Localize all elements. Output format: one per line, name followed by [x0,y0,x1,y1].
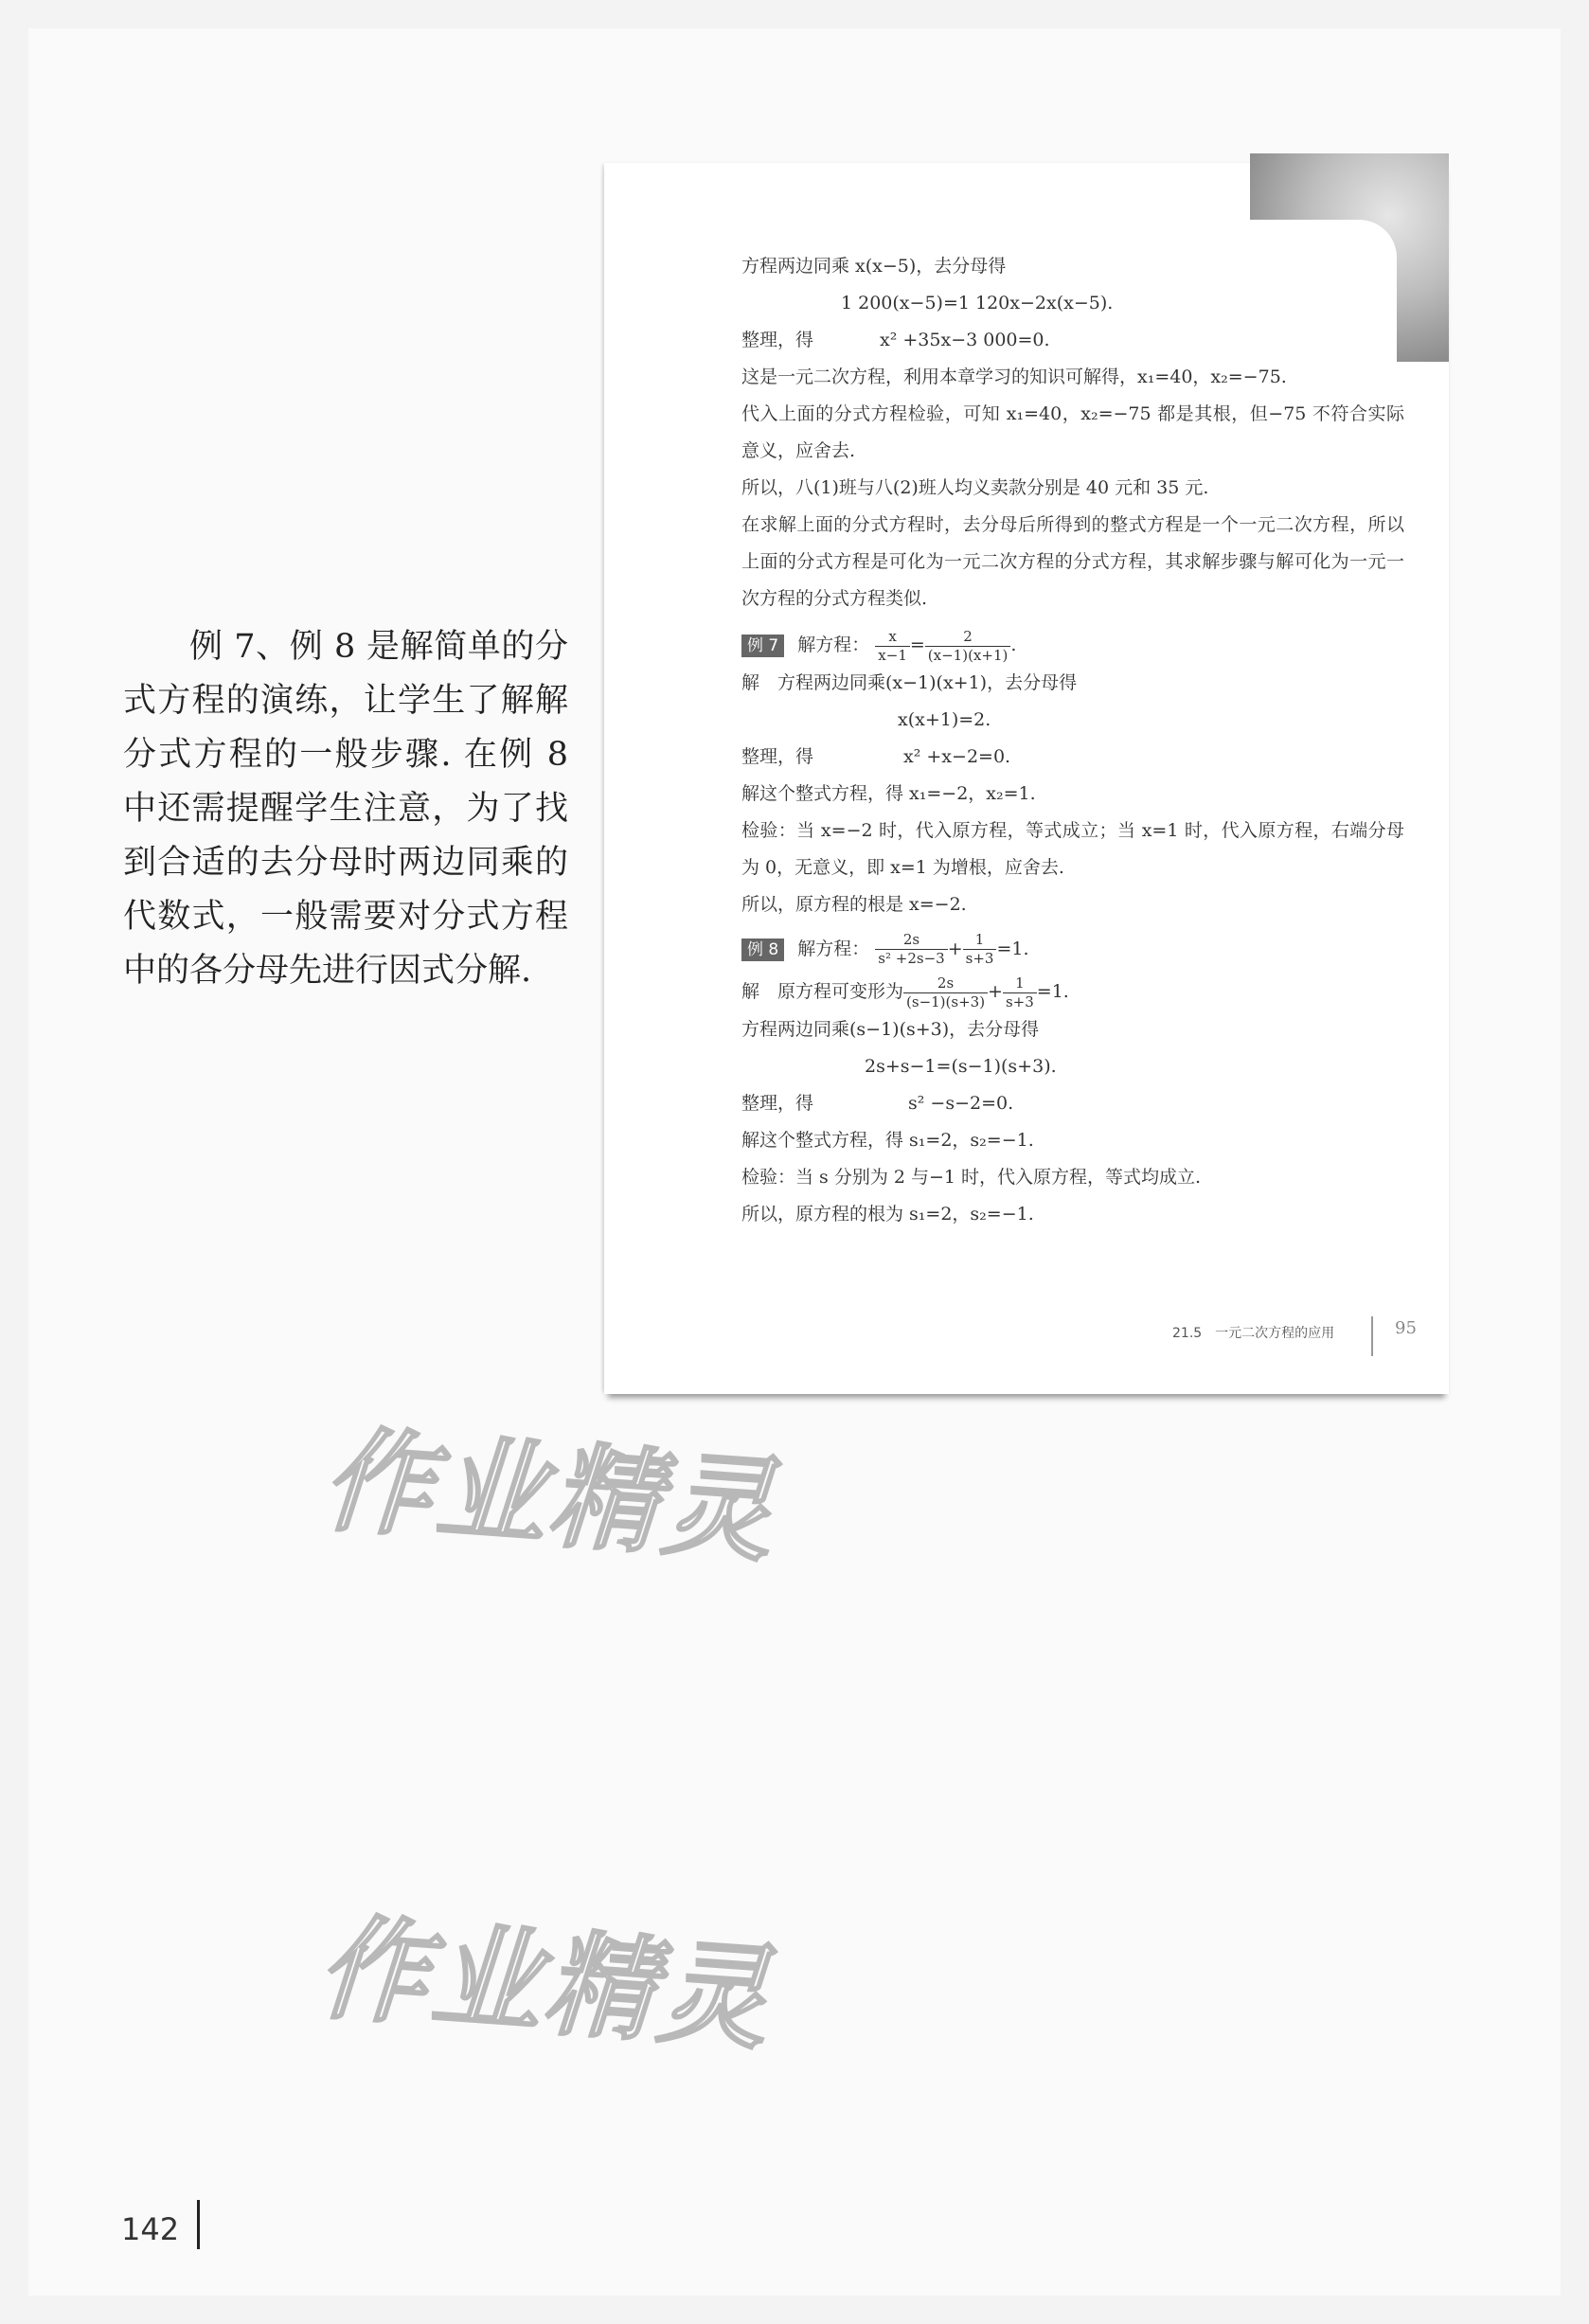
text-line: 方程两边同乘 x(x−5)，去分母得 [741,256,1007,277]
text-line: 所以，八(1)班与八(2)班人均义卖款分别是 40 元和 35 元. [741,477,1209,498]
text-line: 这是一元二次方程，利用本章学习的知识可解得，x₁=40，x₂=−75. [741,366,1287,387]
solution-line: 解 方程两边同乘(x−1)(x+1)，去分母得 [741,671,1078,693]
equation: x(x+1)=2. [898,708,991,730]
solution-line: 检验：当 x=−2 时，代入原方程，等式成立；当 x=1 时，代入原方程，右端分母为 0，无意义，即 x=1 为增根，应舍去. [741,819,1404,878]
solution-line: 所以，原方程的根为 s₁=2，s₂=−1. [741,1203,1034,1225]
equation: 1 200(x−5)=1 120x−2x(x−5). [841,293,1114,313]
text-paragraph: 在求解上面的分式方程时，去分母后所得到的整式方程是一个一元二次方程，所以上面的分式方程是可化为一元二次方程的分式方程，其求解步骤与解可化为一元一次方程的分式方程类似. [741,514,1404,609]
solution-line: 整理，得 x² +x−2=0. [741,745,1011,767]
textbook-content [741,248,1404,1233]
equation: 2s+s−1=(s−1)(s+3). [865,1055,1057,1077]
solution-line: 解这个整式方程，得 x₁=−2，x₂=1. [741,782,1036,804]
solution-line: 检验：当 s 分别为 2 与−1 时，代入原方程，等式均成立. [741,1166,1202,1188]
solution-line: 解 原方程可变形为 $\frac{2s}{(s-1)(s+3)}$ + $\frac{1}{s+3}$ =1. [741,974,1069,1010]
solution-line: 整理，得 s² −s−2=0. [741,1092,1014,1114]
example-7-problem: 例 7 解方程： $\frac{x}{x-1}$ = $\frac{2}{(x-1)(x+1)}$ . [741,627,1404,665]
page-number-divider [197,2200,200,2249]
textbook-page-number: 95 [1395,1318,1417,1338]
solution-line: 解这个整式方程，得 s₁=2，s₂=−1. [741,1129,1034,1151]
teacher-note: 例 7、例 8 是解简单的分式方程的演练，让学生了解解分式方程的一般步骤. 在例 8 中还需提醒学生注意，为了找到合适的去分母时两边同乘的代数式，一般需要对分式方程中的各分母先进行因式分解. [123,628,568,990]
example-7-tag: 例 7 [741,635,784,657]
watermark: 作业精灵 [312,1415,807,1578]
textbook-footer-section: 21.5 一元二次方程的应用 [1172,1326,1335,1341]
footer-divider [1371,1316,1373,1356]
page-number: 142 [121,2211,180,2247]
example-8-problem: 例 8 解方程： $\frac{2s}{\text{s² +2s−3}}$ + $\frac{1}{s+3}$ =1. [741,931,1404,969]
textbook-page [604,163,1449,1394]
example-8-tag: 例 8 [741,939,784,961]
text-line: 整理，得 x² +35x−3 000=0. [741,330,1050,350]
solution-line: 方程两边同乘(s−1)(s+3)，去分母得 [741,1018,1040,1040]
text-line: 代入上面的分式方程检验，可知 x₁=40，x₂=−75 都是其根，但−75 不符合实际意义，应舍去. [741,403,1404,461]
solution-line: 所以，原方程的根是 x=−2. [741,893,967,915]
watermark: 作业精灵 [307,1903,802,2065]
